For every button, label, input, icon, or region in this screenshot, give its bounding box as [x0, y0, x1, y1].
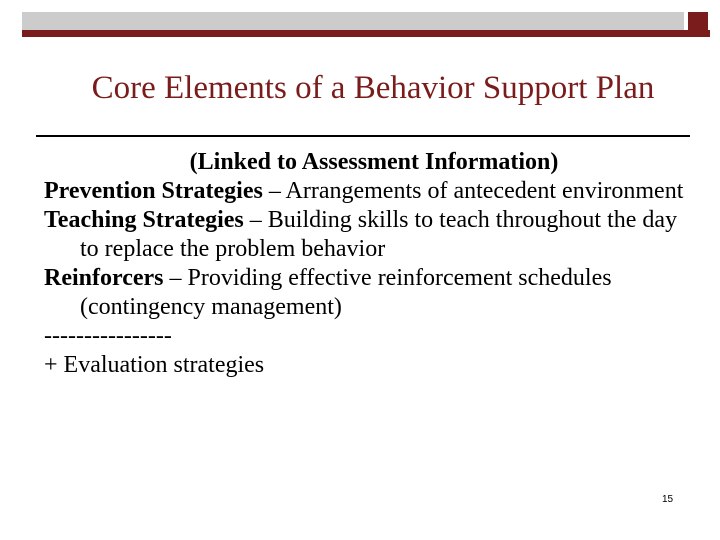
item-description: – Providing effective reinforcement schedules (contingency management)	[80, 265, 612, 320]
title-divider	[36, 135, 690, 137]
page-number: 15	[662, 494, 674, 505]
top-accent-line	[22, 30, 710, 37]
list-item-reinforcers	[44, 264, 684, 322]
slide-body	[44, 148, 684, 380]
slide-title: Core Elements of a Behavior Support Plan	[91, 70, 655, 106]
top-decoration-bar	[22, 12, 684, 30]
item-term: Prevention Strategies	[44, 178, 263, 204]
item-description: – Building skills to teach throughout the day to replace the problem behavior	[80, 207, 678, 262]
slide-subtitle: (Linked to Assessment Information)	[189, 149, 559, 175]
list-item-teaching	[44, 206, 684, 264]
list-item-prevention	[44, 177, 684, 206]
evaluation-item: + Evaluation strategies	[44, 352, 265, 378]
item-term: Reinforcers	[44, 265, 164, 291]
item-term: Teaching Strategies	[44, 207, 244, 233]
top-decoration-square	[688, 12, 708, 30]
item-description: – Arrangements of antecedent environment	[262, 178, 684, 204]
separator-line: ----------------	[44, 323, 172, 349]
